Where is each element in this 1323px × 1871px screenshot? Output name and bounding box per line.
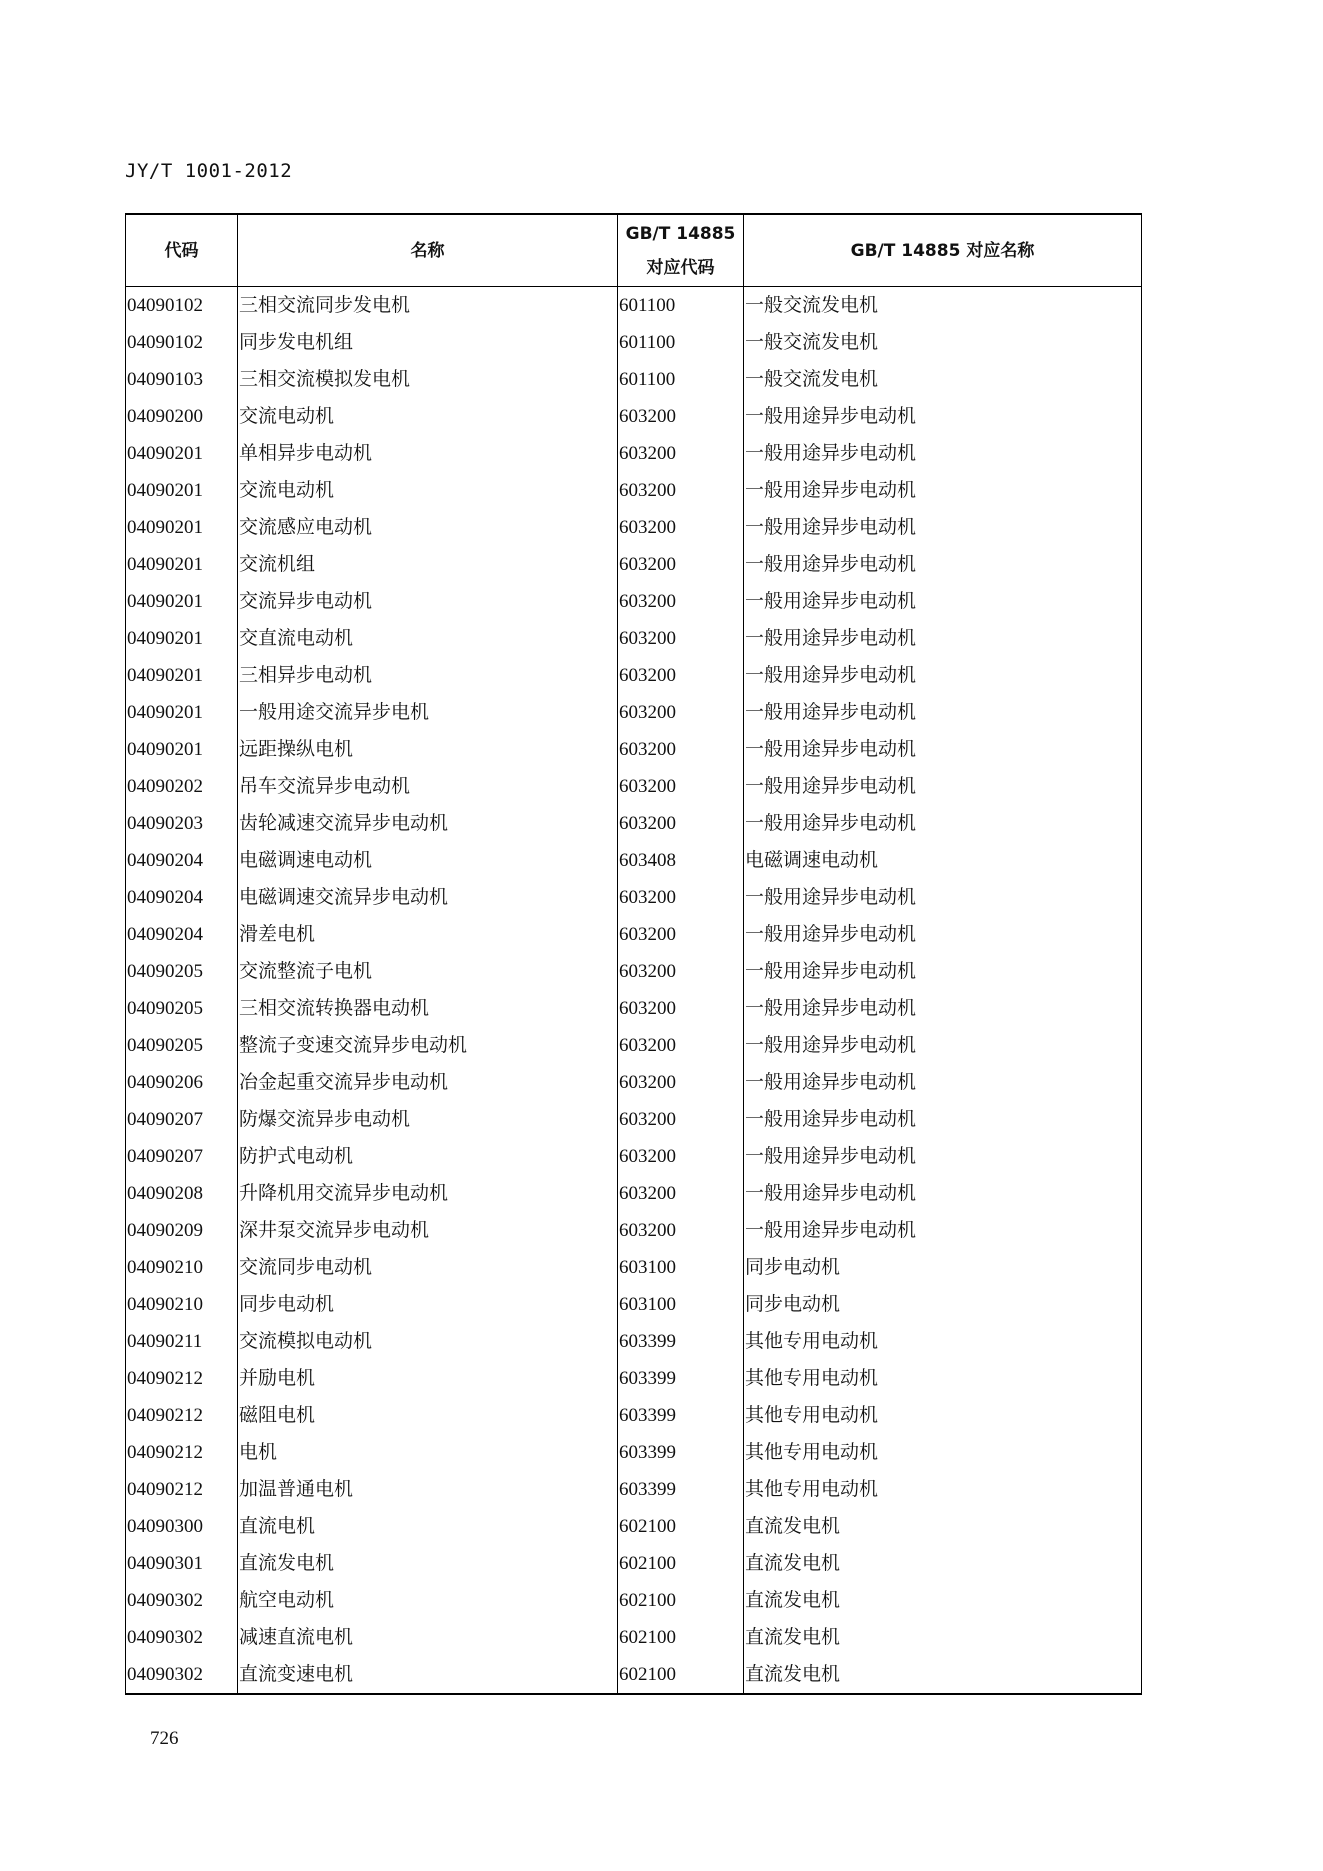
cell-name: 交流电动机 (238, 472, 618, 509)
cell-code: 04090301 (126, 1545, 238, 1582)
cell-name: 减速直流电机 (238, 1619, 618, 1656)
cell-gbt-code: 603200 (618, 546, 744, 583)
cell-name: 一般用途交流异步电机 (238, 694, 618, 731)
cell-gbt-name: 一般用途异步电动机 (744, 620, 1142, 657)
cell-code: 04090200 (126, 398, 238, 435)
cell-gbt-name: 一般用途异步电动机 (744, 879, 1142, 916)
cell-name: 电磁调速电动机 (238, 842, 618, 879)
table-row (126, 1064, 1142, 1101)
cell-gbt-name: 其他专用电动机 (744, 1434, 1142, 1471)
cell-name: 并励电机 (238, 1360, 618, 1397)
cell-gbt-code: 603200 (618, 620, 744, 657)
table-row (126, 1323, 1142, 1360)
cell-name: 交流电动机 (238, 398, 618, 435)
cell-code: 04090201 (126, 509, 238, 546)
table-row (126, 1434, 1142, 1471)
cell-gbt-name: 一般交流发电机 (744, 361, 1142, 398)
cell-gbt-code: 601100 (618, 361, 744, 398)
cell-gbt-code: 602100 (618, 1656, 744, 1694)
page-number: 726 (150, 1728, 179, 1749)
cell-code: 04090212 (126, 1434, 238, 1471)
cell-gbt-name: 同步电动机 (744, 1249, 1142, 1286)
table-row (126, 472, 1142, 509)
cell-gbt-code: 603200 (618, 657, 744, 694)
cell-gbt-name: 直流发电机 (744, 1582, 1142, 1619)
cell-name: 吊车交流异步电动机 (238, 768, 618, 805)
cell-gbt-name: 一般用途异步电动机 (744, 509, 1142, 546)
table-row (126, 1471, 1142, 1508)
cell-name: 三相交流模拟发电机 (238, 361, 618, 398)
cell-name: 电磁调速交流异步电动机 (238, 879, 618, 916)
cell-gbt-name: 一般用途异步电动机 (744, 1175, 1142, 1212)
cell-gbt-code: 603200 (618, 879, 744, 916)
cell-code: 04090300 (126, 1508, 238, 1545)
cell-gbt-code: 603408 (618, 842, 744, 879)
cell-gbt-name: 电磁调速电动机 (744, 842, 1142, 879)
cell-gbt-name: 其他专用电动机 (744, 1360, 1142, 1397)
table-row (126, 1175, 1142, 1212)
table-row (126, 916, 1142, 953)
cell-name: 同步发电机组 (238, 324, 618, 361)
cell-gbt-code: 603399 (618, 1360, 744, 1397)
cell-name: 交流模拟电动机 (238, 1323, 618, 1360)
cell-name: 交流整流子电机 (238, 953, 618, 990)
cell-gbt-name: 一般用途异步电动机 (744, 583, 1142, 620)
cell-gbt-code: 602100 (618, 1545, 744, 1582)
table-header-row (126, 214, 1142, 287)
cell-gbt-code: 603200 (618, 694, 744, 731)
cell-gbt-code: 603200 (618, 398, 744, 435)
cell-code: 04090204 (126, 842, 238, 879)
cell-code: 04090302 (126, 1656, 238, 1694)
cell-code: 04090103 (126, 361, 238, 398)
cell-name: 直流发电机 (238, 1545, 618, 1582)
cell-gbt-code: 603200 (618, 916, 744, 953)
cell-gbt-name: 同步电动机 (744, 1286, 1142, 1323)
cell-gbt-name: 一般用途异步电动机 (744, 1138, 1142, 1175)
cell-name: 航空电动机 (238, 1582, 618, 1619)
cell-gbt-name: 一般用途异步电动机 (744, 657, 1142, 694)
cell-name: 深井泵交流异步电动机 (238, 1212, 618, 1249)
cell-code: 04090205 (126, 990, 238, 1027)
cell-name: 直流电机 (238, 1508, 618, 1545)
table-body (126, 287, 1142, 1695)
cell-code: 04090212 (126, 1397, 238, 1434)
cell-name: 磁阻电机 (238, 1397, 618, 1434)
cell-gbt-code: 601100 (618, 287, 744, 325)
header-gbt-name: GB/T 14885 对应名称 (744, 214, 1142, 287)
cell-code: 04090202 (126, 768, 238, 805)
table-row (126, 398, 1142, 435)
table-row (126, 1545, 1142, 1582)
cell-gbt-code: 603100 (618, 1249, 744, 1286)
cell-name: 直流变速电机 (238, 1656, 618, 1694)
table-row (126, 842, 1142, 879)
table-row (126, 1286, 1142, 1323)
table-row (126, 620, 1142, 657)
cell-gbt-name: 一般交流发电机 (744, 324, 1142, 361)
cell-gbt-name: 一般用途异步电动机 (744, 1027, 1142, 1064)
cell-gbt-code: 603200 (618, 1138, 744, 1175)
cell-gbt-name: 一般用途异步电动机 (744, 731, 1142, 768)
table-row (126, 1027, 1142, 1064)
cell-gbt-name: 一般用途异步电动机 (744, 472, 1142, 509)
table-row (126, 435, 1142, 472)
cell-name: 加温普通电机 (238, 1471, 618, 1508)
cell-code: 04090302 (126, 1582, 238, 1619)
cell-gbt-code: 603200 (618, 768, 744, 805)
table-row (126, 1212, 1142, 1249)
table-row (126, 546, 1142, 583)
cell-name: 三相异步电动机 (238, 657, 618, 694)
cell-code: 04090210 (126, 1286, 238, 1323)
cell-gbt-name: 一般用途异步电动机 (744, 1212, 1142, 1249)
cell-code: 04090201 (126, 546, 238, 583)
cell-gbt-code: 603200 (618, 990, 744, 1027)
cell-code: 04090206 (126, 1064, 238, 1101)
cell-gbt-name: 一般用途异步电动机 (744, 805, 1142, 842)
cell-name: 防爆交流异步电动机 (238, 1101, 618, 1138)
cell-name: 齿轮减速交流异步电动机 (238, 805, 618, 842)
table-row (126, 1619, 1142, 1656)
header-code: 代码 (126, 214, 238, 287)
cell-name: 防护式电动机 (238, 1138, 618, 1175)
cell-gbt-code: 602100 (618, 1582, 744, 1619)
table-row (126, 953, 1142, 990)
cell-code: 04090207 (126, 1101, 238, 1138)
cell-gbt-code: 603200 (618, 731, 744, 768)
cell-code: 04090211 (126, 1323, 238, 1360)
cell-gbt-name: 直流发电机 (744, 1619, 1142, 1656)
table-row (126, 287, 1142, 325)
cell-name: 交流异步电动机 (238, 583, 618, 620)
cell-gbt-name: 一般用途异步电动机 (744, 990, 1142, 1027)
cell-gbt-code: 603200 (618, 1101, 744, 1138)
cell-code: 04090203 (126, 805, 238, 842)
cell-name: 交流机组 (238, 546, 618, 583)
cell-gbt-code: 601100 (618, 324, 744, 361)
cell-gbt-name: 直流发电机 (744, 1508, 1142, 1545)
table-row (126, 657, 1142, 694)
cell-gbt-name: 一般用途异步电动机 (744, 546, 1142, 583)
header-name: 名称 (238, 214, 618, 287)
cell-name: 交流感应电动机 (238, 509, 618, 546)
cell-name: 滑差电机 (238, 916, 618, 953)
cell-code: 04090302 (126, 1619, 238, 1656)
table-row (126, 361, 1142, 398)
table-row (126, 879, 1142, 916)
cell-gbt-code: 602100 (618, 1508, 744, 1545)
cell-code: 04090201 (126, 472, 238, 509)
cell-code: 04090201 (126, 435, 238, 472)
cell-gbt-code: 603399 (618, 1397, 744, 1434)
cell-gbt-code: 603200 (618, 509, 744, 546)
cell-name: 三相交流同步发电机 (238, 287, 618, 325)
cell-code: 04090210 (126, 1249, 238, 1286)
table-row (126, 1360, 1142, 1397)
cell-gbt-code: 602100 (618, 1619, 744, 1656)
cell-gbt-code: 603399 (618, 1434, 744, 1471)
table-row (126, 1397, 1142, 1434)
cell-name: 交流同步电动机 (238, 1249, 618, 1286)
cell-code: 04090102 (126, 324, 238, 361)
table-row (126, 1508, 1142, 1545)
cell-code: 04090201 (126, 583, 238, 620)
header-gbt-code (618, 214, 744, 287)
table-row (126, 1249, 1142, 1286)
cell-code: 04090212 (126, 1360, 238, 1397)
table-row (126, 768, 1142, 805)
cell-name: 远距操纵电机 (238, 731, 618, 768)
cell-gbt-name: 直流发电机 (744, 1545, 1142, 1582)
cell-gbt-code: 603399 (618, 1323, 744, 1360)
cell-gbt-code: 603200 (618, 1212, 744, 1249)
cell-code: 04090204 (126, 916, 238, 953)
cell-name: 同步电动机 (238, 1286, 618, 1323)
cell-code: 04090207 (126, 1138, 238, 1175)
cell-code: 04090201 (126, 657, 238, 694)
cell-name: 整流子变速交流异步电动机 (238, 1027, 618, 1064)
cell-gbt-name: 一般用途异步电动机 (744, 1064, 1142, 1101)
cell-code: 04090212 (126, 1471, 238, 1508)
cell-code: 04090204 (126, 879, 238, 916)
cell-code: 04090208 (126, 1175, 238, 1212)
cell-code: 04090205 (126, 1027, 238, 1064)
table-row (126, 324, 1142, 361)
table-row (126, 990, 1142, 1027)
table-row (126, 731, 1142, 768)
cell-gbt-name: 一般用途异步电动机 (744, 398, 1142, 435)
cell-gbt-code: 603200 (618, 953, 744, 990)
cell-name: 交直流电动机 (238, 620, 618, 657)
table-row (126, 1656, 1142, 1694)
cell-gbt-code: 603200 (618, 1027, 744, 1064)
cell-name: 三相交流转换器电动机 (238, 990, 618, 1027)
cell-name: 单相异步电动机 (238, 435, 618, 472)
header-gbt-code-line2: 对应代码 (646, 257, 715, 278)
table-row (126, 583, 1142, 620)
table-row (126, 1582, 1142, 1619)
cell-gbt-code: 603100 (618, 1286, 744, 1323)
cell-gbt-name: 一般用途异步电动机 (744, 916, 1142, 953)
code-mapping-table (125, 213, 1142, 1695)
cell-gbt-name: 一般用途异步电动机 (744, 435, 1142, 472)
cell-gbt-name: 一般用途异步电动机 (744, 694, 1142, 731)
cell-code: 04090201 (126, 694, 238, 731)
cell-name: 冶金起重交流异步电动机 (238, 1064, 618, 1101)
table-row (126, 509, 1142, 546)
cell-gbt-name: 直流发电机 (744, 1656, 1142, 1694)
cell-gbt-name: 其他专用电动机 (744, 1471, 1142, 1508)
cell-gbt-code: 603200 (618, 805, 744, 842)
cell-gbt-name: 一般用途异步电动机 (744, 768, 1142, 805)
cell-gbt-code: 603200 (618, 435, 744, 472)
standard-header: JY/T 1001-2012 (125, 160, 293, 182)
cell-gbt-code: 603200 (618, 1175, 744, 1212)
cell-code: 04090205 (126, 953, 238, 990)
cell-gbt-code: 603399 (618, 1471, 744, 1508)
cell-code: 04090201 (126, 620, 238, 657)
cell-code: 04090201 (126, 731, 238, 768)
cell-gbt-code: 603200 (618, 472, 744, 509)
cell-gbt-code: 603200 (618, 1064, 744, 1101)
cell-name: 电机 (238, 1434, 618, 1471)
cell-code: 04090102 (126, 287, 238, 325)
table-row (126, 805, 1142, 842)
cell-gbt-name: 一般交流发电机 (744, 287, 1142, 325)
table-row (126, 694, 1142, 731)
cell-code: 04090209 (126, 1212, 238, 1249)
cell-name: 升降机用交流异步电动机 (238, 1175, 618, 1212)
header-gbt-code-line1: GB/T 14885 (625, 223, 736, 244)
cell-gbt-name: 一般用途异步电动机 (744, 1101, 1142, 1138)
cell-gbt-name: 其他专用电动机 (744, 1323, 1142, 1360)
cell-gbt-name: 一般用途异步电动机 (744, 953, 1142, 990)
cell-gbt-name: 其他专用电动机 (744, 1397, 1142, 1434)
cell-gbt-code: 603200 (618, 583, 744, 620)
table-row (126, 1138, 1142, 1175)
table-row (126, 1101, 1142, 1138)
